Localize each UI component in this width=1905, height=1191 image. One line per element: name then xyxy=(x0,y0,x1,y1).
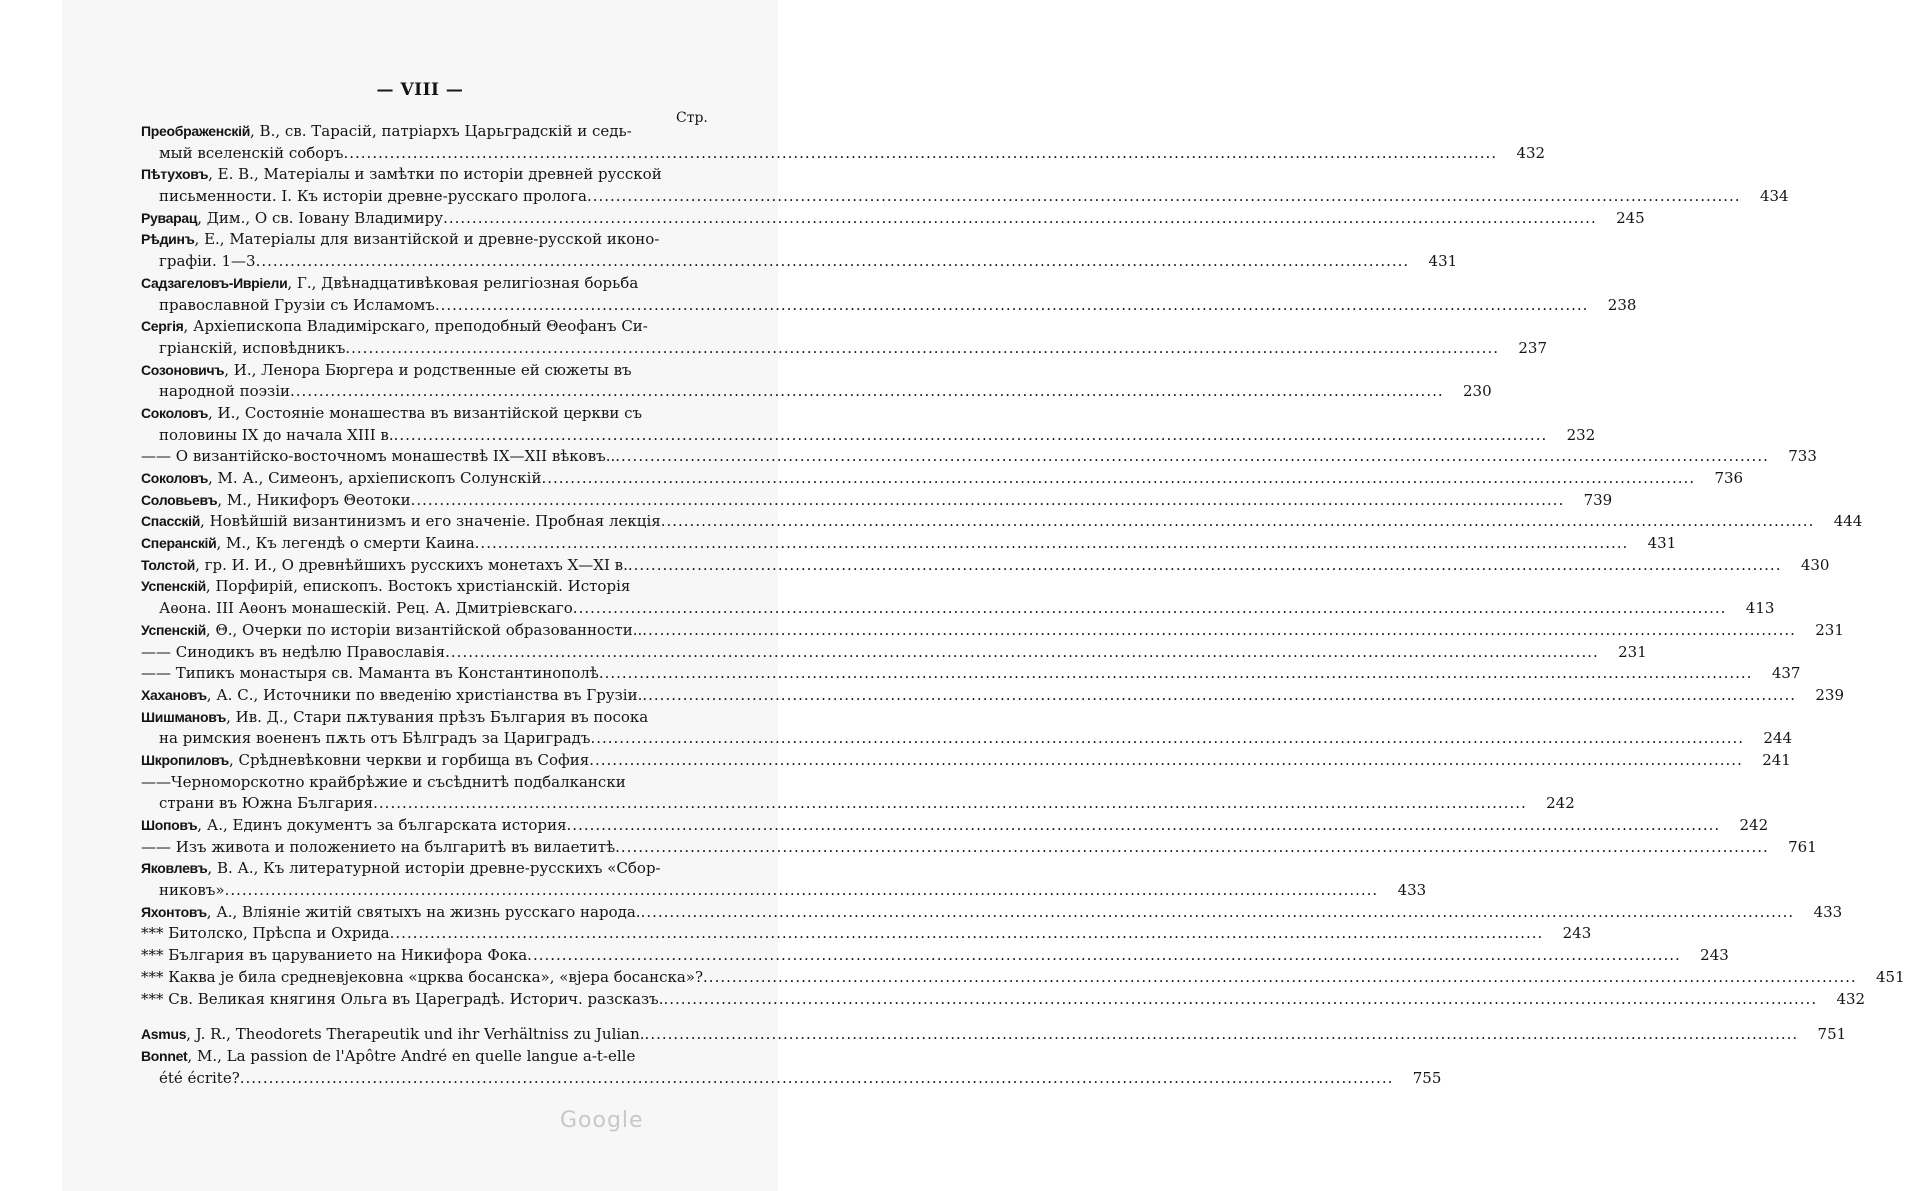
index-entry xyxy=(141,707,1793,750)
leader-dots: ........................................................................................................................................................................................................ xyxy=(527,946,1681,965)
index-entry xyxy=(141,490,1613,512)
entry-line xyxy=(141,208,1645,230)
index-entry xyxy=(141,511,1863,533)
author-name: Шоповъ xyxy=(141,817,198,833)
entry-line xyxy=(141,490,1613,512)
entry-line xyxy=(141,793,1575,815)
author-name: Bonnet xyxy=(141,1047,188,1064)
entry-line xyxy=(141,837,1817,859)
page-column-header: Стр. xyxy=(676,110,708,126)
entry-text: Asmus, J. R., Theodorets Therapeutik und ihr Verhältniss zu Julian. xyxy=(141,1025,645,1044)
page-ref: 431 xyxy=(1647,534,1677,553)
index-entry xyxy=(141,967,1905,989)
index-entry xyxy=(141,858,1427,901)
entry-text: никовъ» xyxy=(159,881,225,900)
entry-line: Созоновичъ, И., Ленора Бюргера и родственные ей сюжеты въ xyxy=(141,360,632,379)
index-entry xyxy=(141,576,1775,619)
entry-line xyxy=(141,728,1793,750)
entry-line xyxy=(141,663,1801,685)
leader-dots: ........................................................................................................................................................................................................ xyxy=(410,490,1565,509)
index-entry xyxy=(141,923,1592,945)
entry-text: страни въ Южна България xyxy=(159,794,374,813)
page-ref: 761 xyxy=(1788,837,1817,856)
leader-dots: ........................................................................................................................................................................................................ xyxy=(703,967,1857,986)
index-entry xyxy=(141,121,1546,164)
entry-text: Хахановъ, А. С., Источники по введенію христіанства въ Грузіи. xyxy=(141,685,643,704)
page-ref: 230 xyxy=(1463,382,1492,401)
page-ref: 451 xyxy=(1876,967,1905,986)
index-entry xyxy=(141,533,1677,555)
page-ref: 433 xyxy=(1813,902,1843,921)
leader-dots: ........................................................................................................................................................................................................ xyxy=(373,794,1527,813)
index-entry xyxy=(141,989,1866,1011)
section-gap xyxy=(141,1010,719,1024)
leader-dots: ........................................................................................................................................................................................................ xyxy=(443,208,1597,227)
page-ref: 736 xyxy=(1714,469,1744,487)
leader-dots: ........................................................................................................................................................................................................ xyxy=(239,1068,1394,1087)
entry-line xyxy=(141,295,1637,317)
index-entry xyxy=(141,1024,1847,1046)
page-ref: 239 xyxy=(1815,685,1844,704)
entry-line xyxy=(141,1068,1442,1090)
leader-dots: ........................................................................................................................................................................................................ xyxy=(615,837,1769,856)
entry-line xyxy=(141,1024,1847,1046)
entry-line xyxy=(141,533,1677,555)
leader-dots: ........................................................................................................................................................................................................ xyxy=(642,620,1796,639)
index-entry xyxy=(141,208,1645,230)
author-name: Asmus xyxy=(141,1026,187,1043)
page-ref: 238 xyxy=(1607,295,1637,314)
entry-line: ——Черноморскотно крайбрѣжие и съсѣднитѣ подбалкански xyxy=(141,772,626,791)
page-ref: 244 xyxy=(1763,729,1793,748)
page-ref: 243 xyxy=(1700,946,1729,965)
entry-line xyxy=(141,815,1769,837)
author-name: Шишмановъ xyxy=(141,708,227,725)
leader-dots: ........................................................................................................................................................................................................ xyxy=(445,642,1599,661)
entry-line xyxy=(141,251,1458,273)
index-entry xyxy=(141,945,1729,967)
leader-dots: ........................................................................................................................................................................................................ xyxy=(644,1025,1799,1044)
author-name: Соловьевъ xyxy=(141,491,218,508)
index-entry xyxy=(141,1046,1442,1089)
entry-line: Яковлевъ, В. А., Къ литературной исторіи древне-русскихъ «Сбор- xyxy=(141,859,661,878)
leader-dots: ........................................................................................................................................................................................................ xyxy=(345,338,1499,357)
page-ref: 237 xyxy=(1518,338,1547,357)
entry-line xyxy=(141,967,1905,989)
leader-dots: ........................................................................................................................................................................................................ xyxy=(589,750,1743,769)
entry-line xyxy=(141,880,1427,902)
leader-dots: ........................................................................................................................................................................................................ xyxy=(541,469,1696,487)
entry-text: —— Изъ живота и положението на българитѣ въ вилаетитѣ xyxy=(141,837,616,856)
entry-line: Соколовъ, И., Состояніе монашества въ византійской церкви съ xyxy=(141,403,643,422)
leader-dots: ........................................................................................................................................................................................................ xyxy=(615,447,1769,466)
page-ref: 432 xyxy=(1836,989,1866,1008)
entry-text: été écrite? xyxy=(159,1068,240,1087)
author-name: Успенскій xyxy=(141,578,206,595)
index-entry xyxy=(141,663,1801,685)
leader-dots: ........................................................................................................................................................................................................ xyxy=(343,143,1498,162)
entry-line: Пѣтуховъ, Е. В., Матеріалы и замѣтки по исторіи древней русской xyxy=(141,165,662,184)
page-ref: 242 xyxy=(1546,794,1575,813)
author-name: Созоновичъ xyxy=(141,361,225,378)
entry-line xyxy=(141,989,1866,1011)
index-entry xyxy=(141,815,1769,837)
index-entry xyxy=(141,164,1789,207)
entry-text: —— О византійско-восточномъ монашествѣ IX—XII вѣковъ.. xyxy=(141,447,616,466)
entry-line xyxy=(141,381,1492,403)
index-entry xyxy=(141,750,1791,772)
page-ref: 733 xyxy=(1788,447,1817,466)
author-name: Спасскій xyxy=(141,513,201,530)
entry-text: на римския воененъ пѫть отъ Бѣлградъ за Цариградъ xyxy=(159,729,591,748)
leader-dots: ........................................................................................................................................................................................................ xyxy=(224,881,1379,900)
leader-dots: ........................................................................................................................................................................................................ xyxy=(640,902,1795,921)
index-entry xyxy=(141,446,1817,468)
entry-text: —— Синодикъ въ недѣлю Православія xyxy=(141,642,446,661)
index-entry xyxy=(141,620,1844,642)
page-ref: 241 xyxy=(1762,750,1791,769)
page-ref: 431 xyxy=(1428,252,1458,271)
leader-dots: ........................................................................................................................................................................................................ xyxy=(590,729,1745,748)
leader-dots: ........................................................................................................................................................................................................ xyxy=(663,989,1818,1008)
entry-line xyxy=(141,902,1843,924)
author-name: Руварац xyxy=(141,209,198,226)
entry-line xyxy=(141,620,1844,642)
page-number: — VIII — xyxy=(376,80,464,100)
author-name: Успенскій xyxy=(141,621,206,638)
index-entry xyxy=(141,772,1575,815)
index-entry xyxy=(141,273,1637,316)
leader-dots: ........................................................................................................................................................................................................ xyxy=(255,252,1410,271)
entry-text: Спасскій, Новѣйшій византинизмъ и его значеніе. Пробная лекція xyxy=(141,512,661,531)
entry-text: Сперанскій, М., Къ легендѣ о смерти Каина xyxy=(141,534,475,553)
leader-dots: ........................................................................................................................................................................................................ xyxy=(586,187,1741,206)
author-name: Яковлевъ xyxy=(141,860,208,877)
author-name: Шкропиловъ xyxy=(141,751,229,768)
author-name: Яхонтовъ xyxy=(141,903,207,920)
index-entry xyxy=(141,403,1596,446)
entry-text: Руварац, Дим., О св. Іовану Владимиру xyxy=(141,208,444,227)
entry-line xyxy=(141,425,1596,447)
leader-dots: ........................................................................................................................................................................................................ xyxy=(572,599,1727,618)
entry-text: половины IX до начала XIII в. xyxy=(159,425,394,444)
leader-dots: ........................................................................................................................................................................................................ xyxy=(627,555,1782,574)
entry-text: —— Типикъ монастыря св. Маманта въ Константинополѣ xyxy=(141,664,599,683)
page-ref: 755 xyxy=(1412,1068,1442,1087)
entry-text: *** Св. Великая княгиня Ольга въ Цареградѣ. Историч. разсказъ. xyxy=(141,989,664,1008)
entry-text: графіи. 1—3 xyxy=(159,252,256,271)
page-ref: 739 xyxy=(1583,490,1613,509)
index-entry xyxy=(141,360,1492,403)
entry-line: Успенскій, Порфирій, епископъ. Востокъ христіанскій. Исторія xyxy=(141,577,631,596)
entry-text: *** България въ царуванието на Никифора Фока xyxy=(141,946,528,965)
leader-dots: ........................................................................................................................................................................................................ xyxy=(566,816,1721,834)
page-ref: 437 xyxy=(1771,664,1801,683)
entry-line xyxy=(141,923,1592,945)
entry-text: Шкропиловъ, Срѣдневѣковни черкви и горбища въ София xyxy=(141,750,590,769)
index-entry xyxy=(141,555,1830,577)
entry-text: *** Битолско, Прѣспа и Охрида xyxy=(141,924,390,943)
page-ref: 242 xyxy=(1739,816,1769,834)
page-ref: 243 xyxy=(1562,924,1592,943)
index-entry xyxy=(141,468,1744,490)
entry-line: Сергія, Архіепископа Владимірскаго, преподобный Θеофанъ Си- xyxy=(141,317,648,336)
leader-dots: ........................................................................................................................................................................................................ xyxy=(393,425,1548,444)
entry-text: гріанскій, исповѣдникъ xyxy=(159,338,346,357)
entry-text: Шоповъ, А., Единъ документъ за българската история xyxy=(141,816,567,834)
entry-text: *** Каква је била средневјековна «црква босанска», «вјера босанска»? xyxy=(141,967,704,986)
entry-text: народной поэзіи xyxy=(159,382,291,401)
author-name: Сперанскій xyxy=(141,535,217,552)
page-ref: 245 xyxy=(1616,208,1645,227)
page-ref: 432 xyxy=(1516,143,1546,162)
author-name: Хахановъ xyxy=(141,686,207,703)
entry-text: православной Грузіи съ Исламомъ xyxy=(159,295,435,314)
author-name: Толстой xyxy=(141,556,196,573)
leader-dots: ........................................................................................................................................................................................................ xyxy=(598,664,1753,683)
entry-line xyxy=(141,468,1744,490)
index-entry xyxy=(141,902,1843,924)
entry-line: Садзагеловъ-Ивріели, Г., Двѣнадцативѣковая религіозная борьба xyxy=(141,273,639,292)
index-entries xyxy=(141,121,1905,1089)
page-ref: 232 xyxy=(1566,425,1596,444)
entry-line xyxy=(141,186,1789,208)
entry-line xyxy=(141,685,1844,707)
entry-text: Толстой, гр. И. И., О древнѣйшихъ русскихъ монетахъ X—XI в. xyxy=(141,555,628,574)
entry-text: письменности. I. Къ исторіи древне-русскаго пролога xyxy=(159,187,587,206)
author-name: Сергія xyxy=(141,318,184,335)
entry-line xyxy=(141,598,1775,620)
entry-line xyxy=(141,555,1830,577)
leader-dots: ........................................................................................................................................................................................................ xyxy=(642,685,1796,704)
entry-text: Яхонтовъ, А., Вліяніе житій святыхъ на жизнь русскаго народа. xyxy=(141,902,641,921)
entry-line xyxy=(141,338,1547,360)
entry-line xyxy=(141,945,1729,967)
author-name: Рѣдинъ xyxy=(141,231,195,248)
leader-dots: ........................................................................................................................................................................................................ xyxy=(474,534,1629,553)
entry-line xyxy=(141,446,1817,468)
page-ref: 413 xyxy=(1745,599,1775,618)
index-entry xyxy=(141,316,1547,359)
page-ref: 433 xyxy=(1397,881,1427,900)
entry-text: мый вселенскій соборъ xyxy=(159,143,344,162)
entry-line: Рѣдинъ, Е., Матеріалы для византійской и древне-русской иконо- xyxy=(141,230,660,249)
entry-text: Аѳона. III Аѳонъ монашескій. Рец. А. Дмитріевскаго xyxy=(159,599,573,618)
entry-line xyxy=(141,750,1791,772)
page-ref: 444 xyxy=(1833,512,1863,531)
author-name: Соколовъ xyxy=(141,404,209,421)
entry-text: Успенскій, Θ., Очерки по исторіи византійской образованности.. xyxy=(141,620,643,639)
index-entry xyxy=(141,837,1817,859)
page-ref: 430 xyxy=(1800,555,1830,574)
author-name: Садзагеловъ-Ивріели xyxy=(141,274,288,291)
index-entry xyxy=(141,642,1647,664)
google-watermark: Google xyxy=(560,1108,644,1133)
entry-line xyxy=(141,511,1863,533)
leader-dots: ........................................................................................................................................................................................................ xyxy=(434,295,1589,314)
index-entry xyxy=(141,229,1458,272)
page-ref: 231 xyxy=(1618,642,1647,661)
entry-line: Bonnet, M., La passion de l'Apôtre André en quelle langue a-t-elle xyxy=(141,1046,636,1065)
entry-text: Соловьевъ, М., Никифоръ Θеотоки xyxy=(141,490,411,509)
page-ref: 751 xyxy=(1817,1025,1847,1044)
entry-line xyxy=(141,143,1546,165)
leader-dots: ........................................................................................................................................................................................................ xyxy=(290,382,1444,401)
entry-line: Преображенскій, В., св. Тарасій, патріархъ Царьградскій и седь- xyxy=(141,122,632,140)
entry-line xyxy=(141,642,1647,664)
page-ref: 434 xyxy=(1759,187,1789,206)
entry-text: Соколовъ, М. А., Симеонъ, архіепископъ Солунскій xyxy=(141,469,542,487)
entry-line: Шишмановъ, Ив. Д., Стари пѫтувания прѣзъ България въ посока xyxy=(141,707,649,726)
index-entry xyxy=(141,685,1844,707)
author-name: Соколовъ xyxy=(141,470,209,486)
author-name: Преображенскій xyxy=(141,123,251,139)
leader-dots: ........................................................................................................................................................................................................ xyxy=(389,924,1544,943)
page-ref: 231 xyxy=(1815,620,1844,639)
leader-dots: ........................................................................................................................................................................................................ xyxy=(660,512,1815,531)
author-name: Пѣтуховъ xyxy=(141,166,209,183)
